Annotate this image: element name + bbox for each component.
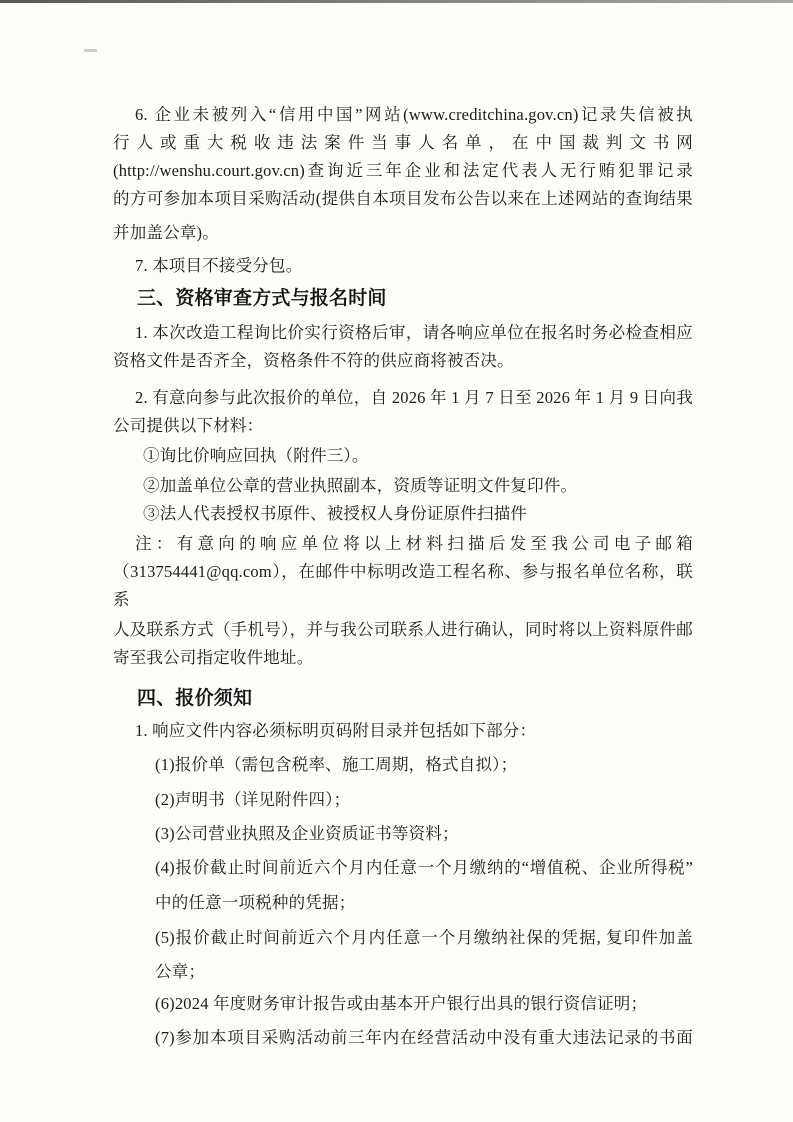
- text-line: ①询比价响应回执（附件三）。: [143, 446, 369, 465]
- text-line: 2. 有意向参与此次报价的单位，自 2026 年 1 月 7 日至 2026 年 1 月 9 日向我: [135, 388, 693, 407]
- section-heading: 四、报价须知: [137, 688, 253, 709]
- text-line: (http://wenshu.court.gov.cn)查询近三年企业和法定代表人无行贿犯罪记录: [113, 161, 693, 180]
- document-content: [113, 101, 693, 1052]
- text-line: ③法人代表授权书原件、被授权人身份证原件扫描件: [143, 504, 528, 523]
- text-line: (3)公司营业执照及企业资质证书等资料；: [155, 824, 459, 843]
- text-line: 资格文件是否齐全，资格条件不符的供应商将被否决。: [113, 351, 514, 370]
- text-line: 6. 企业未被列入“信用中国”网站(www.creditchina.gov.cn)记录失信被执: [135, 105, 693, 124]
- text-line: ②加盖单位公章的营业执照副本，资质等证明文件复印件。: [143, 476, 578, 495]
- text-line: (4)报价截止时间前近六个月内任意一个月缴纳的“增值税、企业所得税”: [155, 858, 693, 877]
- text-line: 公司提供以下材料：: [113, 416, 264, 435]
- text-line: 并加盖公章)。: [113, 223, 219, 242]
- text-line: (5)报价截止时间前近六个月内任意一个月缴纳社保的凭据, 复印件加盖: [155, 928, 693, 947]
- text-line: （313754441@qq.com），在邮件中标明改造工程名称、参与报名单位名称，联系: [113, 562, 693, 609]
- text-line: 注：有意向的响应单位将以上材料扫描后发至我公司电子邮箱: [135, 534, 693, 553]
- text-line: (2)声明书（详见附件四）；: [155, 790, 351, 809]
- text-line: 行人或重大税收违法案件当事人名单，在中国裁判文书网: [113, 133, 693, 152]
- scan-edge-artifact: [0, 0, 793, 3]
- text-line: 1. 响应文件内容必须标明页码附目录并包括如下部分：: [135, 721, 537, 740]
- text-line: 中的任意一项税种的凭据；: [155, 893, 356, 912]
- section-heading: 三、资格审查方式与报名时间: [137, 288, 387, 309]
- text-line: (7)参加本项目采购活动前三年内在经营活动中没有重大违法记录的书面: [155, 1028, 693, 1047]
- text-line: 7. 本项目不接受分包。: [135, 256, 303, 275]
- text-line: (1)报价单（需包含税率、施工周期，格式自拟）；: [155, 755, 518, 774]
- text-line: 人及联系方式（手机号），并与我公司联系人进行确认，同时将以上资料原件邮: [113, 620, 693, 639]
- text-line: (6)2024 年度财务审计报告或由基本开户银行出具的银行资信证明；: [155, 994, 648, 1013]
- text-line: 1. 本次改造工程询比价实行资格后审，请各响应单位在报名时务必检查相应: [135, 323, 693, 342]
- scan-speck-artifact: [84, 49, 97, 52]
- text-line: 公章；: [155, 962, 206, 981]
- text-line: 寄至我公司指定收件地址。: [113, 648, 314, 667]
- text-line: 的方可参加本项目采购活动(提供自本项目发布公告以来在上述网站的查询结果: [113, 189, 693, 208]
